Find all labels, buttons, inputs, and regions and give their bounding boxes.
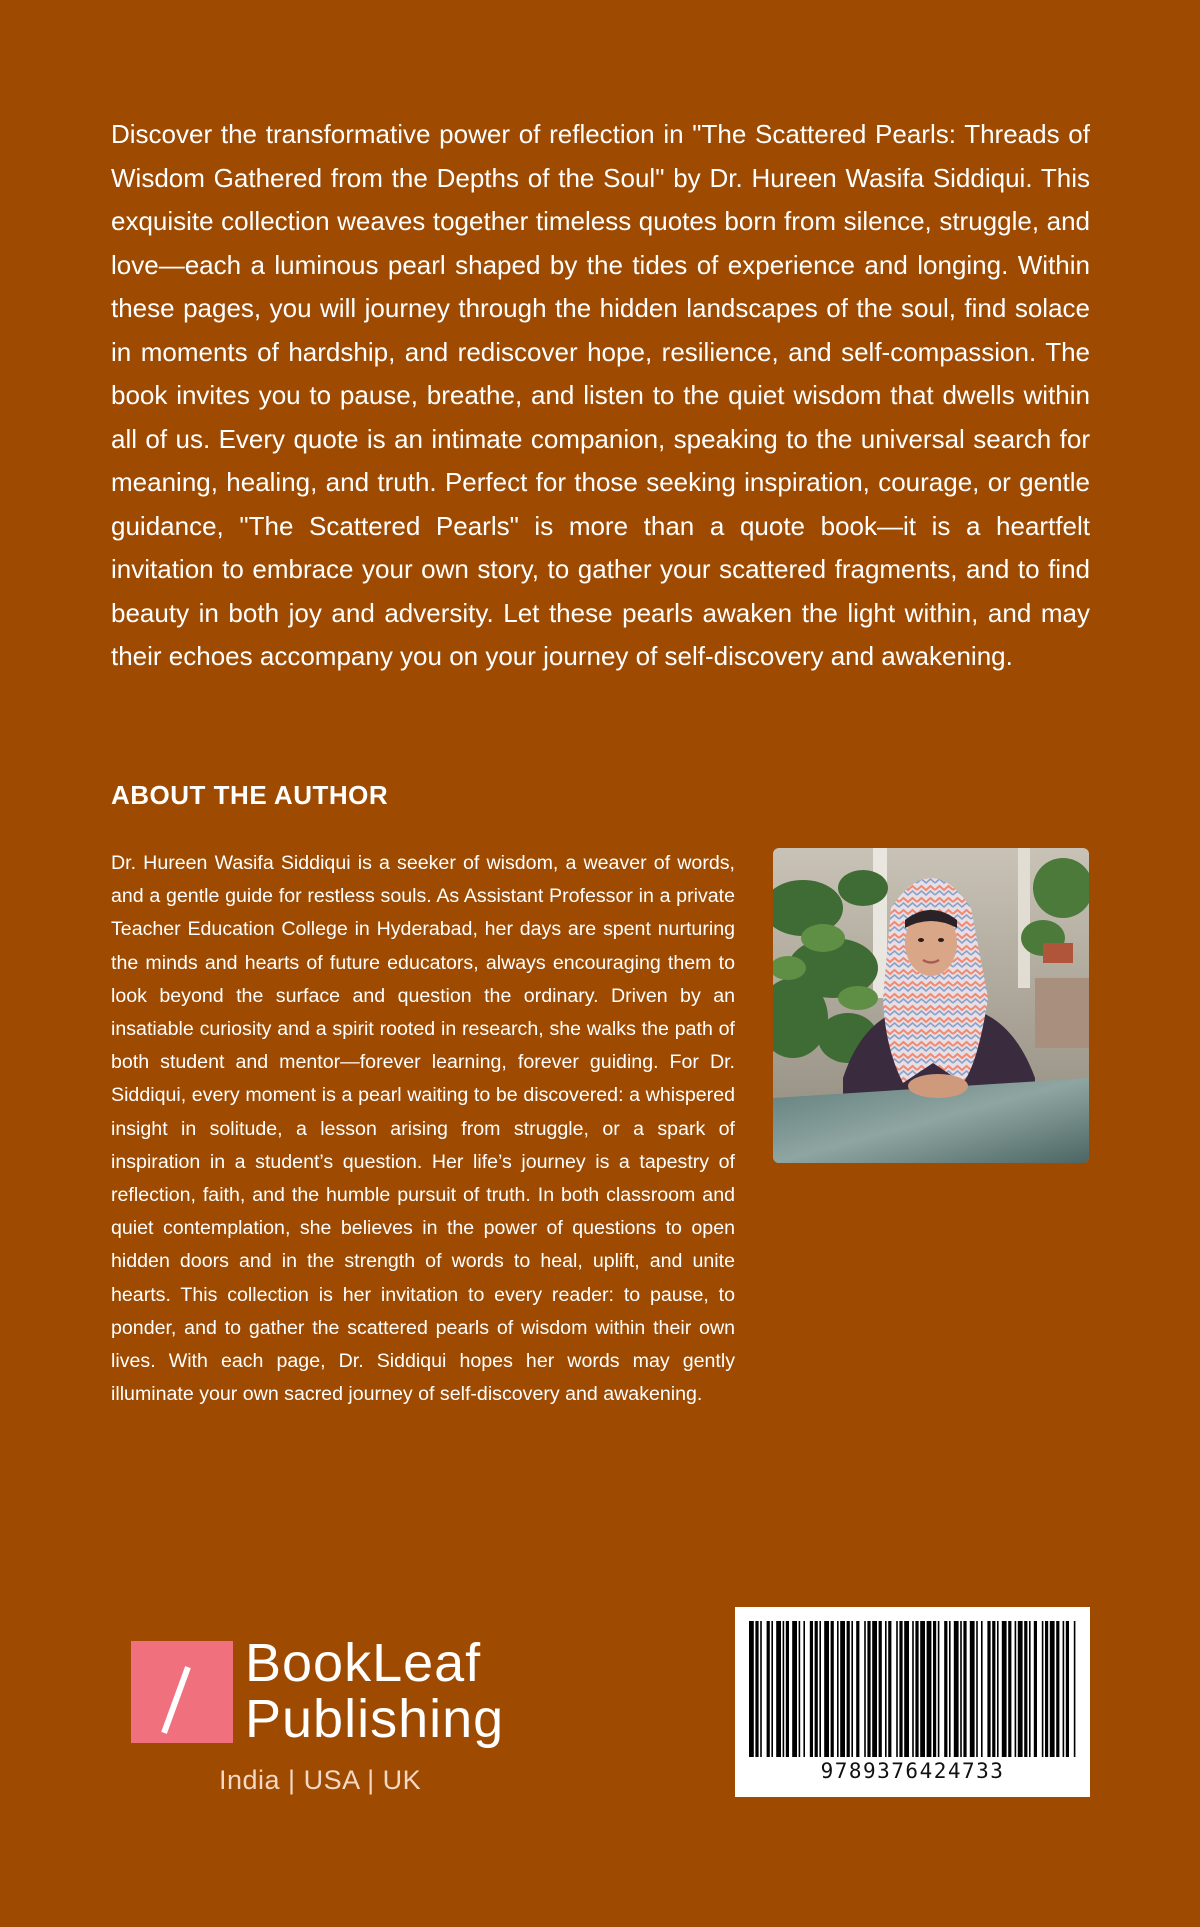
publisher-name-line2: Publishing [245, 1689, 505, 1749]
about-author-heading: ABOUT THE AUTHOR [111, 780, 389, 810]
author-photo [773, 848, 1089, 1163]
publisher-name-line1: BookLeaf [245, 1633, 482, 1693]
author-portrait-image [773, 848, 1089, 1163]
leaf-logo-icon [131, 1641, 233, 1743]
book-blurb: Discover the transformative power of reflection in "The Scattered Pearls: Threads of Wisdom Gathered from the Depths of the Soul" by Dr. Hureen Wasifa Siddiqui. This exquisite collection weaves together timeless quotes born from silence, struggle, and love—each a luminous pearl shaped by the tides of experience and longing. Within these pages, you will journey through the hidden landscapes of the soul, find solace in moments of hardship, and rediscover hope, resilience, and self-compassion. The book invites you to pause, breathe, and listen to the quiet wisdom that dwells within all of us. Every quote is an intimate companion, speaking to the universal search for meaning, healing, and truth. Perfect for those seeking inspiration, courage, or gentle guidance, "The Scattered Pearls" is more than a quote book—it is a heartfelt invitation to embrace your own story, to gather your scattered fragments, and to find beauty in both joy and adversity. Let these pearls awaken the light within, and may their echoes accompany you on your journey of self-discovery and awakening. [111, 119, 1090, 671]
publisher-logo [131, 1633, 511, 1793]
isbn-number: 9789376424733 [820, 1759, 1005, 1783]
author-bio: Dr. Hureen Wasifa Siddiqui is a seeker of wisdom, a weaver of words, and a gentle guide for restless souls. As Assistant Professor in a private Teacher Education College in Hyderabad, her days are spent nurturing the minds and hearts of future educators, always encouraging them to look beyond the surface and question the ordinary. Driven by an insatiable curiosity and a spirit rooted in research, she walks the path of both student and mentor—forever learning, forever guiding. For Dr. Siddiqui, every moment is a pearl waiting to be discovered: a whispered insight in solitude, a lesson arising from struggle, or a spark of inspiration in a student’s question. Her life’s journey is a tapestry of reflection, faith, and the humble pursuit of truth. In both classroom and quiet contemplation, she believes in the power of questions to open hidden doors and in the strength of words to heal, uplift, and unite hearts. This collection is her invitation to every reader: to pause, to ponder, and to gather the scattered pearls of wisdom within their own lives. With each page, Dr. Siddiqui hopes her words may gently illuminate your own sacred journey of self-discovery and awakening. [111, 852, 735, 1406]
isbn-barcode [735, 1607, 1090, 1797]
barcode-icon [749, 1621, 1076, 1757]
publisher-regions: India | USA | UK [219, 1765, 422, 1795]
